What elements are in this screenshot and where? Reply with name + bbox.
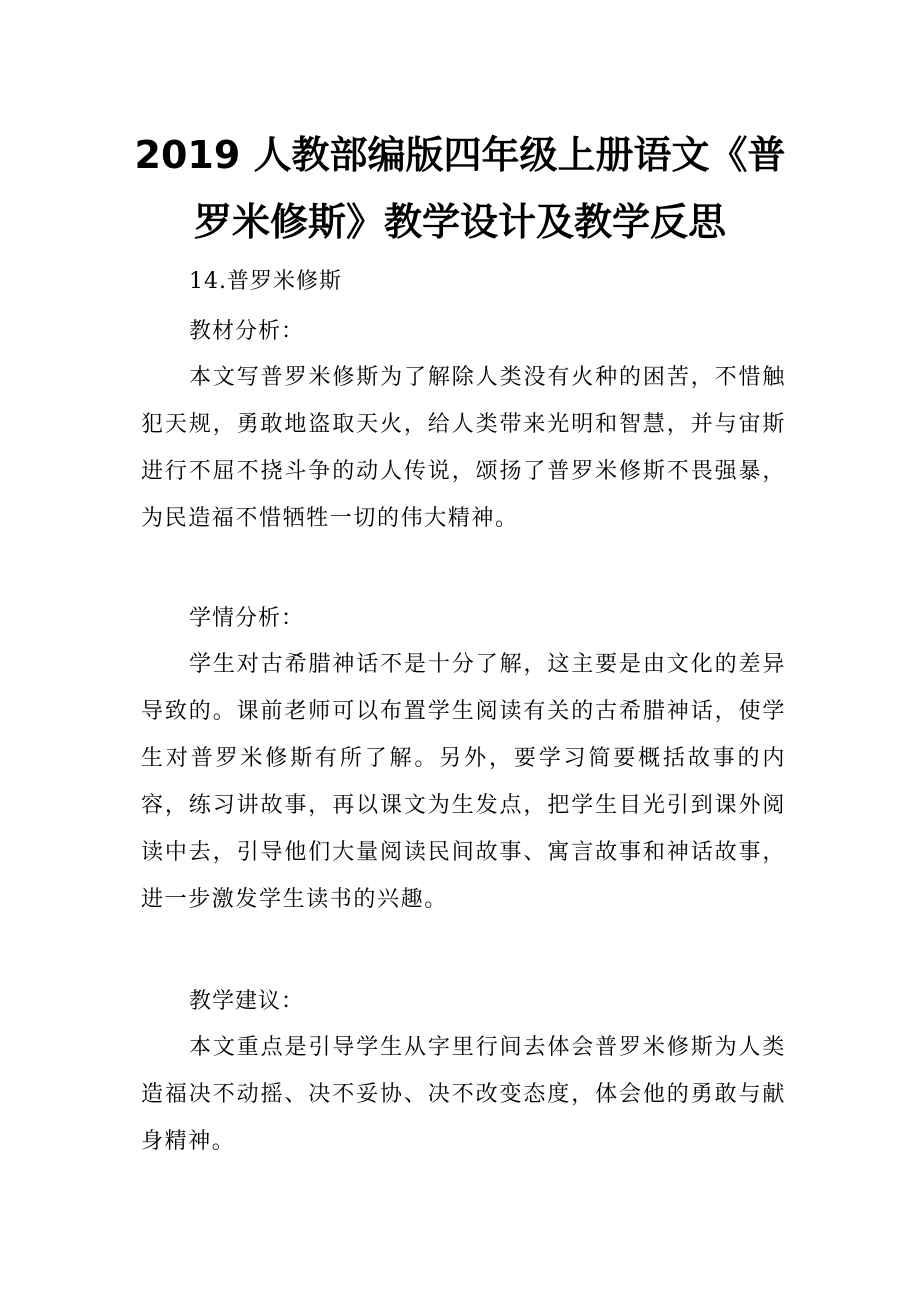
section-paragraph-teaching-suggestions: 本文重点是引导学生从字里行间去体会普罗米修斯为人类造福决不动摇、决不妥协、决不改变态度，体会他的勇敢与献身精神。 — [141, 1035, 786, 1154]
section-heading-student-analysis: 学情分析： — [189, 606, 305, 631]
section-paragraph-student-analysis: 学生对古希腊神话不是十分了解，这主要是由文化的差异导致的。课前老师可以布置学生阅读有关的古希腊神话，使学生对普罗米修斯有所了解。另外，要学习简要概括故事的内容，练习讲故事，再以课文为生发点，把学生目光引到课外阅读中去，引导他们大量阅读民间故事、寓言故事和神话故事，进一步激发学生读书的兴趣。 — [141, 652, 786, 912]
document-title-line-1: 2019 人教部编版四年级上册语文《普 — [134, 133, 786, 177]
section-heading-textbook-analysis: 教材分析： — [189, 319, 305, 344]
section-paragraph-textbook-analysis: 本文写普罗米修斯为了解除人类没有火种的困苦，不惜触犯天规，勇敢地盗取天火，给人类带来光明和智慧，并与宙斯进行不屈不挠斗争的动人传说，颂扬了普罗米修斯不畏强暴，为民造福不惜牺牲一切的伟大精神。 — [141, 365, 786, 531]
section-heading-teaching-suggestions: 教学建议： — [189, 989, 305, 1014]
lesson-heading: 14.普罗米修斯 — [189, 269, 342, 294]
document-title-line-2: 罗米修斯》教学设计及教学反思 — [193, 200, 726, 244]
